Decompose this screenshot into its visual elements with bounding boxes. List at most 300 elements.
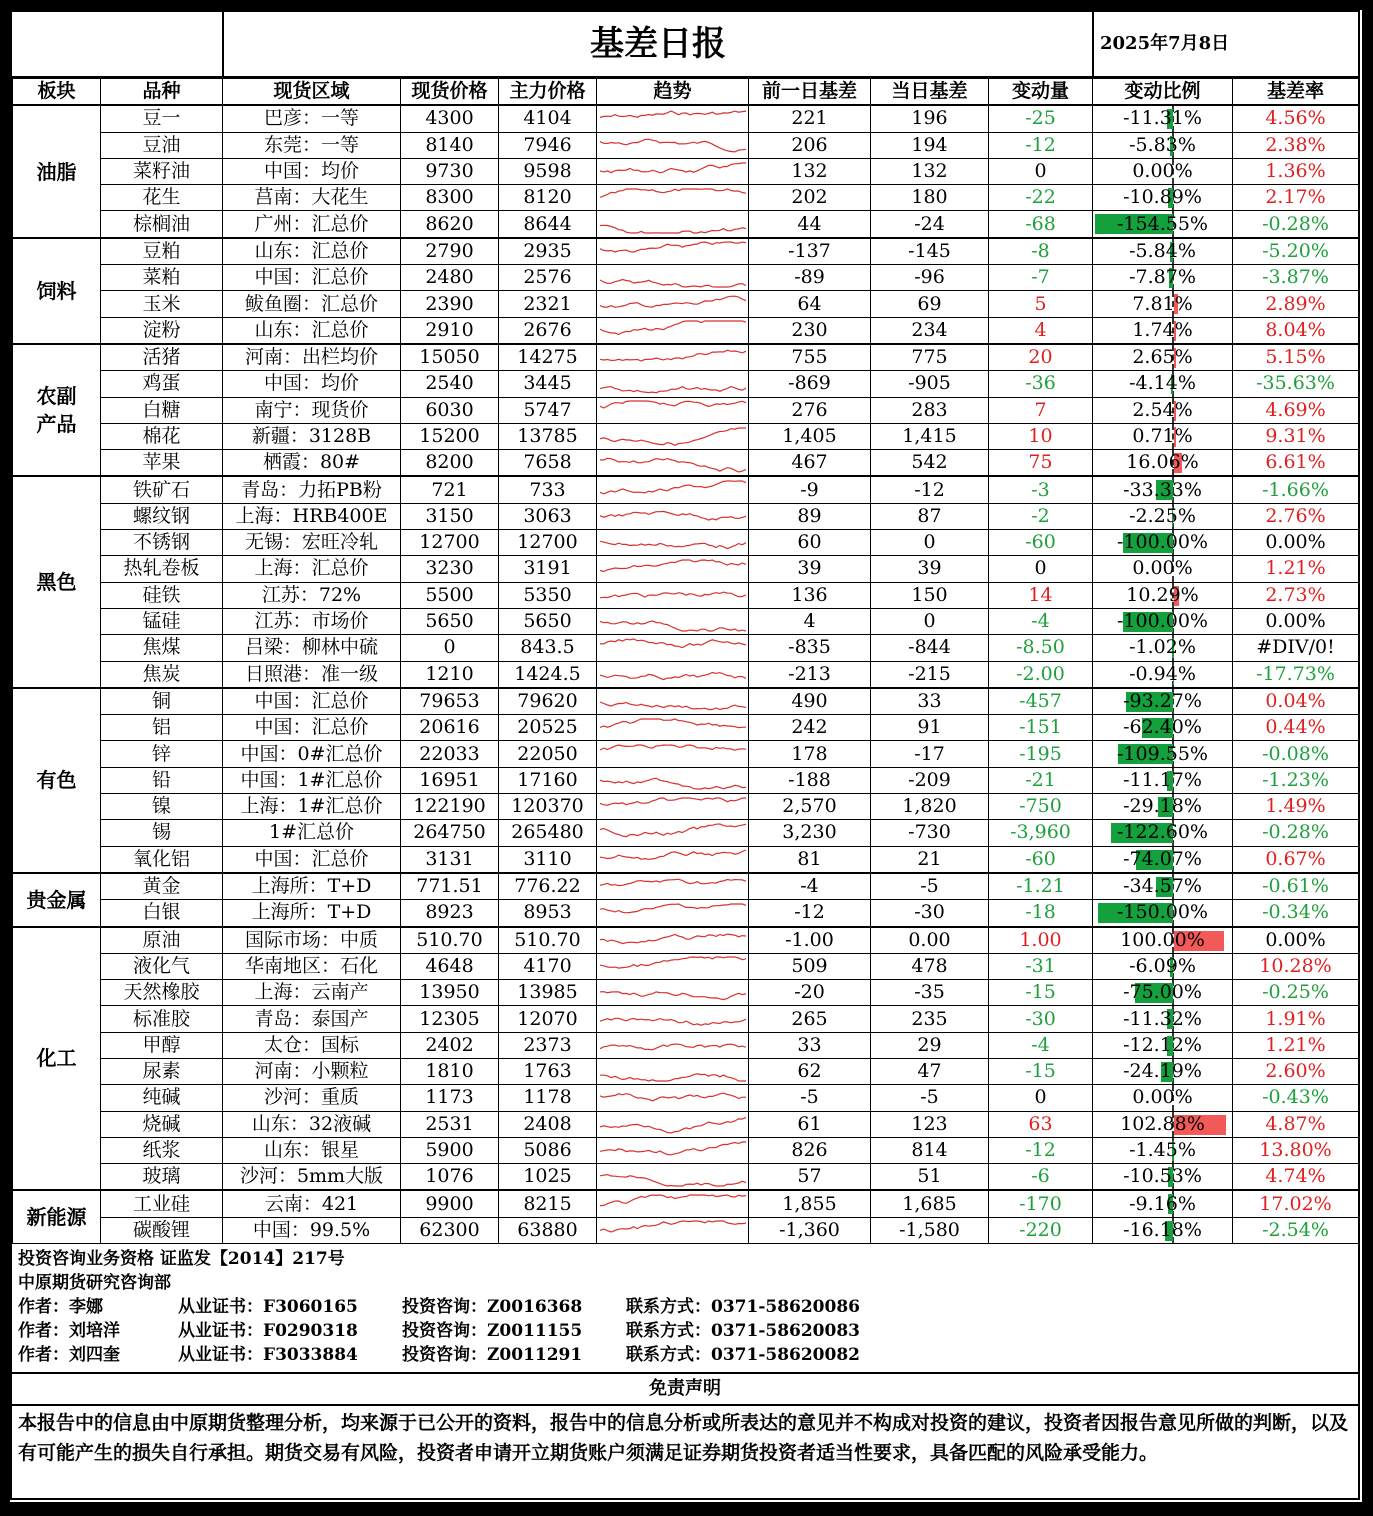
sector-label: 贵金属 (13, 873, 101, 927)
spot-region: 上海：云南产 (223, 980, 401, 1006)
author-cert: 从业证书：F3060165 (178, 1297, 358, 1317)
spot-region: 中国：汇总价 (223, 715, 401, 741)
trend-line (600, 1073, 746, 1080)
change-ratio (1093, 1085, 1233, 1111)
change-ratio (1093, 1032, 1233, 1058)
change-ratio (1093, 953, 1233, 979)
trend-line (600, 904, 746, 913)
spot-region: 山东：汇总价 (223, 317, 401, 344)
change-ratio-text: 102.88% (1120, 1112, 1205, 1135)
basis-change: -151 (989, 715, 1093, 741)
table-row (13, 1137, 1359, 1163)
trend-sparkline (600, 1140, 746, 1162)
trend-line (600, 428, 746, 445)
change-ratio (1093, 820, 1233, 846)
spot-price: 2402 (401, 1032, 499, 1058)
trend-line (600, 163, 746, 173)
change-ratio-text: -6.09% (1129, 954, 1196, 977)
prev-basis: -835 (749, 635, 871, 661)
spot-price: 9900 (401, 1190, 499, 1217)
prev-basis: -89 (749, 265, 871, 291)
main-price: 12070 (499, 1006, 597, 1032)
basis-rate: -2.54% (1233, 1217, 1359, 1243)
trend-cell (597, 530, 749, 556)
basis-change: -3,960 (989, 820, 1093, 846)
item-name: 焦煤 (101, 635, 223, 661)
trend-cell (597, 900, 749, 927)
prev-basis: 136 (749, 582, 871, 608)
trend-line (600, 798, 746, 805)
prev-basis: 81 (749, 846, 871, 873)
spot-price: 5650 (401, 608, 499, 634)
item-name: 铜 (101, 688, 223, 715)
trend-cell (597, 556, 749, 582)
curr-basis: 234 (871, 317, 989, 344)
trend-line (600, 1221, 746, 1232)
item-name: 碳酸锂 (101, 1217, 223, 1243)
change-ratio (1093, 900, 1233, 927)
trend-line (600, 512, 746, 521)
prev-basis: 230 (749, 317, 871, 344)
basis-rate: 4.74% (1233, 1164, 1359, 1191)
prev-basis: -4 (749, 873, 871, 900)
change-ratio (1093, 185, 1233, 211)
prev-basis: 242 (749, 715, 871, 741)
change-ratio (1093, 1137, 1233, 1163)
curr-basis: -17 (871, 741, 989, 767)
report-sheet (10, 10, 1360, 1500)
column-header: 板块 (13, 79, 101, 106)
author-contact: 联系方式：0371-58620083 (626, 1321, 860, 1341)
table-row (13, 397, 1359, 423)
basis-change: -21 (989, 767, 1093, 793)
prev-basis: 61 (749, 1111, 871, 1137)
change-ratio-text: -5.84% (1129, 239, 1196, 262)
change-ratio (1093, 476, 1233, 503)
change-ratio-text: -12.12% (1123, 1033, 1202, 1056)
item-name: 锌 (101, 741, 223, 767)
prev-basis: 202 (749, 185, 871, 211)
trend-sparkline (600, 611, 746, 633)
trend-line (600, 1118, 746, 1134)
change-ratio-text: -74.07% (1123, 847, 1202, 870)
trend-sparkline (600, 532, 746, 554)
change-ratio (1093, 344, 1233, 371)
trend-line (600, 673, 746, 680)
basis-change: -15 (989, 1058, 1093, 1084)
trend-line (600, 850, 746, 859)
curr-basis: -905 (871, 371, 989, 397)
basis-change: 10 (989, 423, 1093, 449)
change-ratio (1093, 873, 1233, 900)
trend-sparkline (600, 213, 746, 235)
trend-sparkline (600, 319, 746, 341)
trend-sparkline (600, 690, 746, 712)
prev-basis: 62 (749, 1058, 871, 1084)
main-price: 63880 (499, 1217, 597, 1243)
main-price: 3063 (499, 503, 597, 529)
basis-change: -6 (989, 1164, 1093, 1191)
column-header: 品种 (101, 79, 223, 106)
change-ratio (1093, 450, 1233, 477)
trend-sparkline (600, 1008, 746, 1030)
author-name: 作者：刘培洋 (18, 1321, 120, 1341)
spot-price: 3150 (401, 503, 499, 529)
spot-region: 中国：均价 (223, 371, 401, 397)
item-name: 苹果 (101, 450, 223, 477)
curr-basis: -1,580 (871, 1217, 989, 1243)
basis-rate: 8.04% (1233, 317, 1359, 344)
change-ratio-text: 2.65% (1132, 346, 1193, 369)
curr-basis: 1,685 (871, 1190, 989, 1217)
curr-basis: 0.00 (871, 927, 989, 954)
prev-basis: -12 (749, 900, 871, 927)
change-ratio-text: -150.00% (1117, 901, 1208, 924)
trend-cell (597, 741, 749, 767)
change-ratio-text: -1.45% (1129, 1139, 1196, 1162)
table-row (13, 1006, 1359, 1032)
table-row (13, 794, 1359, 820)
main-price: 5650 (499, 608, 597, 634)
spot-region: 上海：汇总价 (223, 556, 401, 582)
change-ratio-text: -109.55% (1117, 742, 1208, 765)
table-row (13, 158, 1359, 184)
trend-cell (597, 1217, 749, 1243)
item-name: 菜籽油 (101, 158, 223, 184)
change-ratio (1093, 846, 1233, 873)
trend-line (600, 934, 746, 944)
change-ratio (1093, 158, 1233, 184)
main-price: 265480 (499, 820, 597, 846)
trend-cell (597, 688, 749, 715)
trend-cell (597, 265, 749, 291)
item-name: 白糖 (101, 397, 223, 423)
basis-change: -3 (989, 476, 1093, 503)
prev-basis: 178 (749, 741, 871, 767)
trend-sparkline (600, 982, 746, 1004)
curr-basis: 1,415 (871, 423, 989, 449)
spot-region: 上海：HRB400E (223, 503, 401, 529)
column-header: 现货区域 (223, 79, 401, 106)
table-row (13, 265, 1359, 291)
change-ratio (1093, 1217, 1233, 1243)
curr-basis: 775 (871, 344, 989, 371)
trend-cell (597, 846, 749, 873)
spot-region: 中国：汇总价 (223, 846, 401, 873)
table-row (13, 1111, 1359, 1137)
trend-line (600, 321, 746, 335)
change-ratio (1093, 371, 1233, 397)
basis-rate: -1.23% (1233, 767, 1359, 793)
main-price: 2576 (499, 265, 597, 291)
curr-basis: -730 (871, 820, 989, 846)
spot-region: 江苏：72% (223, 582, 401, 608)
item-name: 铅 (101, 767, 223, 793)
sector-label: 化工 (13, 927, 101, 1191)
spot-price: 5900 (401, 1137, 499, 1163)
basis-change: -2.00 (989, 661, 1093, 688)
change-ratio (1093, 794, 1233, 820)
trend-line (600, 225, 746, 233)
spot-region: 广州：汇总价 (223, 211, 401, 238)
trend-cell (597, 132, 749, 158)
prev-basis: 89 (749, 503, 871, 529)
main-price: 8953 (499, 900, 597, 927)
basis-rate: 5.15% (1233, 344, 1359, 371)
trend-sparkline (600, 1166, 746, 1188)
curr-basis: 132 (871, 158, 989, 184)
trend-cell (597, 582, 749, 608)
basis-change: -2 (989, 503, 1093, 529)
change-ratio (1093, 265, 1233, 291)
item-name: 氧化铝 (101, 846, 223, 873)
trend-sparkline (600, 134, 746, 156)
trend-cell (597, 1058, 749, 1084)
spot-region: 国际市场：中质 (223, 927, 401, 954)
main-price: 8120 (499, 185, 597, 211)
curr-basis: 180 (871, 185, 989, 211)
change-ratio-text: -11.17% (1123, 768, 1202, 791)
author-contact: 联系方式：0371-58620086 (626, 1297, 860, 1317)
basis-change: 0 (989, 556, 1093, 582)
basis-rate: -0.28% (1233, 820, 1359, 846)
spot-region: 沙河：重质 (223, 1085, 401, 1111)
trend-line (600, 702, 746, 710)
table-row (13, 900, 1359, 927)
trend-sparkline (600, 347, 746, 369)
trend-cell (597, 238, 749, 265)
basis-rate: 13.80% (1233, 1137, 1359, 1163)
spot-region: 鲅鱼圈：汇总价 (223, 291, 401, 317)
curr-basis: 69 (871, 291, 989, 317)
item-name: 铝 (101, 715, 223, 741)
prev-basis: -1,360 (749, 1217, 871, 1243)
table-row (13, 873, 1359, 900)
item-name: 玻璃 (101, 1164, 223, 1191)
trend-cell (597, 1111, 749, 1137)
prev-basis: 4 (749, 608, 871, 634)
change-ratio (1093, 238, 1233, 265)
spot-region: 中国：0#汇总价 (223, 741, 401, 767)
spot-region: 上海所：T+D (223, 900, 401, 927)
spot-region: 山东：32液碱 (223, 1111, 401, 1137)
change-ratio (1093, 1058, 1233, 1084)
trend-cell (597, 794, 749, 820)
spot-price: 2531 (401, 1111, 499, 1137)
main-price: 2321 (499, 291, 597, 317)
main-price: 12700 (499, 530, 597, 556)
spot-region: 中国：1#汇总价 (223, 767, 401, 793)
change-ratio-text: -122.60% (1117, 821, 1208, 844)
spot-price: 62300 (401, 1217, 499, 1243)
column-header: 基差率 (1233, 79, 1359, 106)
main-price: 3445 (499, 371, 597, 397)
prev-basis: 64 (749, 291, 871, 317)
item-name: 热轧卷板 (101, 556, 223, 582)
trend-line (600, 458, 746, 472)
item-name: 原油 (101, 927, 223, 954)
spot-price: 8300 (401, 185, 499, 211)
prev-basis: 57 (749, 1164, 871, 1191)
trend-sparkline (600, 637, 746, 659)
trend-line (600, 481, 746, 494)
prev-basis: 2,570 (749, 794, 871, 820)
basis-change: -4 (989, 608, 1093, 634)
spot-region: 巴彦：一等 (223, 105, 401, 132)
spot-region: 中国：均价 (223, 158, 401, 184)
trend-line (600, 824, 746, 837)
main-price: 2676 (499, 317, 597, 344)
trend-sparkline (600, 267, 746, 289)
trend-cell (597, 185, 749, 211)
basis-rate: 1.21% (1233, 556, 1359, 582)
trend-sparkline (600, 108, 746, 130)
basis-rate: 2.73% (1233, 582, 1359, 608)
spot-price: 1076 (401, 1164, 499, 1191)
trend-sparkline (600, 1034, 746, 1056)
spot-price: 22033 (401, 741, 499, 767)
spot-region: 中国：汇总价 (223, 688, 401, 715)
spot-price: 1173 (401, 1085, 499, 1111)
spot-region: 上海所：T+D (223, 873, 401, 900)
spot-price: 8923 (401, 900, 499, 927)
basis-rate: -0.25% (1233, 980, 1359, 1006)
change-ratio (1093, 423, 1233, 449)
basis-rate: 1.21% (1233, 1032, 1359, 1058)
trend-sparkline (600, 955, 746, 977)
trend-sparkline (600, 187, 746, 209)
main-price: 8215 (499, 1190, 597, 1217)
change-ratio-text: -154.55% (1117, 212, 1208, 235)
basis-rate: -0.34% (1233, 900, 1359, 927)
table-row (13, 238, 1359, 265)
basis-table (12, 78, 1359, 1244)
basis-change: 20 (989, 344, 1093, 371)
curr-basis: 194 (871, 132, 989, 158)
basis-change: 75 (989, 450, 1093, 477)
trend-line (600, 401, 746, 408)
spot-region: 华南地区：石化 (223, 953, 401, 979)
table-row (13, 846, 1359, 873)
item-name: 纸浆 (101, 1137, 223, 1163)
basis-change: 5 (989, 291, 1093, 317)
item-name: 螺纹钢 (101, 503, 223, 529)
change-ratio-text: 0.00% (1132, 557, 1193, 580)
spot-region: 山东：银星 (223, 1137, 401, 1163)
trend-sparkline (600, 876, 746, 898)
trend-cell (597, 291, 749, 317)
prev-basis: -9 (749, 476, 871, 503)
basis-change: -60 (989, 846, 1093, 873)
change-ratio-text: -16.18% (1123, 1218, 1202, 1241)
prev-basis: 39 (749, 556, 871, 582)
spot-price: 4300 (401, 105, 499, 132)
basis-change: -36 (989, 371, 1093, 397)
column-header: 变动比例 (1093, 79, 1233, 106)
main-price: 13785 (499, 423, 597, 449)
spot-price: 264750 (401, 820, 499, 846)
table-row (13, 317, 1359, 344)
prev-basis: -188 (749, 767, 871, 793)
basis-change: -457 (989, 688, 1093, 715)
table-row (13, 1058, 1359, 1084)
main-price: 1025 (499, 1164, 597, 1191)
trend-sparkline (600, 373, 746, 395)
prev-basis: 132 (749, 158, 871, 184)
item-name: 液化气 (101, 953, 223, 979)
curr-basis: 542 (871, 450, 989, 477)
basis-change: -30 (989, 1006, 1093, 1032)
trend-sparkline (600, 505, 746, 527)
main-price: 2373 (499, 1032, 597, 1058)
spot-price: 5500 (401, 582, 499, 608)
curr-basis: 196 (871, 105, 989, 132)
prev-basis: 60 (749, 530, 871, 556)
basis-change: -4 (989, 1032, 1093, 1058)
table-row (13, 767, 1359, 793)
change-ratio (1093, 132, 1233, 158)
change-ratio (1093, 211, 1233, 238)
basis-rate: -0.61% (1233, 873, 1359, 900)
basis-rate: 0.04% (1233, 688, 1359, 715)
column-header: 前一日基差 (749, 79, 871, 106)
change-ratio (1093, 608, 1233, 634)
table-row (13, 371, 1359, 397)
change-ratio-text: 100.00% (1120, 928, 1205, 951)
change-ratio (1093, 397, 1233, 423)
main-price: 776.22 (499, 873, 597, 900)
change-ratio (1093, 1006, 1233, 1032)
item-name: 锰硅 (101, 608, 223, 634)
change-ratio-text: -10.53% (1123, 1165, 1202, 1188)
trend-cell (597, 767, 749, 793)
basis-rate: 10.28% (1233, 953, 1359, 979)
basis-change: 7 (989, 397, 1093, 423)
change-ratio-text: -100.00% (1117, 531, 1208, 554)
trend-cell (597, 397, 749, 423)
curr-basis: -844 (871, 635, 989, 661)
main-price: 1424.5 (499, 661, 597, 688)
prev-basis: 467 (749, 450, 871, 477)
item-name: 锡 (101, 820, 223, 846)
trend-cell (597, 476, 749, 503)
change-ratio (1093, 661, 1233, 688)
spot-region: 新疆：3128B (223, 423, 401, 449)
basis-change: 63 (989, 1111, 1093, 1137)
change-ratio-text: -4.14% (1129, 372, 1196, 395)
basis-change: -31 (989, 953, 1093, 979)
prev-basis: 276 (749, 397, 871, 423)
basis-change: 0 (989, 158, 1093, 184)
trend-line (600, 957, 746, 968)
change-ratio-text: -7.87% (1129, 266, 1196, 289)
spot-region: 中国：汇总价 (223, 265, 401, 291)
basis-change: -170 (989, 1190, 1093, 1217)
table-row (13, 927, 1359, 954)
curr-basis: 478 (871, 953, 989, 979)
curr-basis: 29 (871, 1032, 989, 1058)
table-row (13, 185, 1359, 211)
change-ratio-text: -0.94% (1129, 662, 1196, 685)
spot-region: 南宁：现货价 (223, 397, 401, 423)
basis-rate: 17.02% (1233, 1190, 1359, 1217)
spot-region: 江苏：市场价 (223, 608, 401, 634)
basis-rate: -35.63% (1233, 371, 1359, 397)
basis-change: -750 (989, 794, 1093, 820)
table-row (13, 423, 1359, 449)
main-price: 1763 (499, 1058, 597, 1084)
main-price: 5086 (499, 1137, 597, 1163)
